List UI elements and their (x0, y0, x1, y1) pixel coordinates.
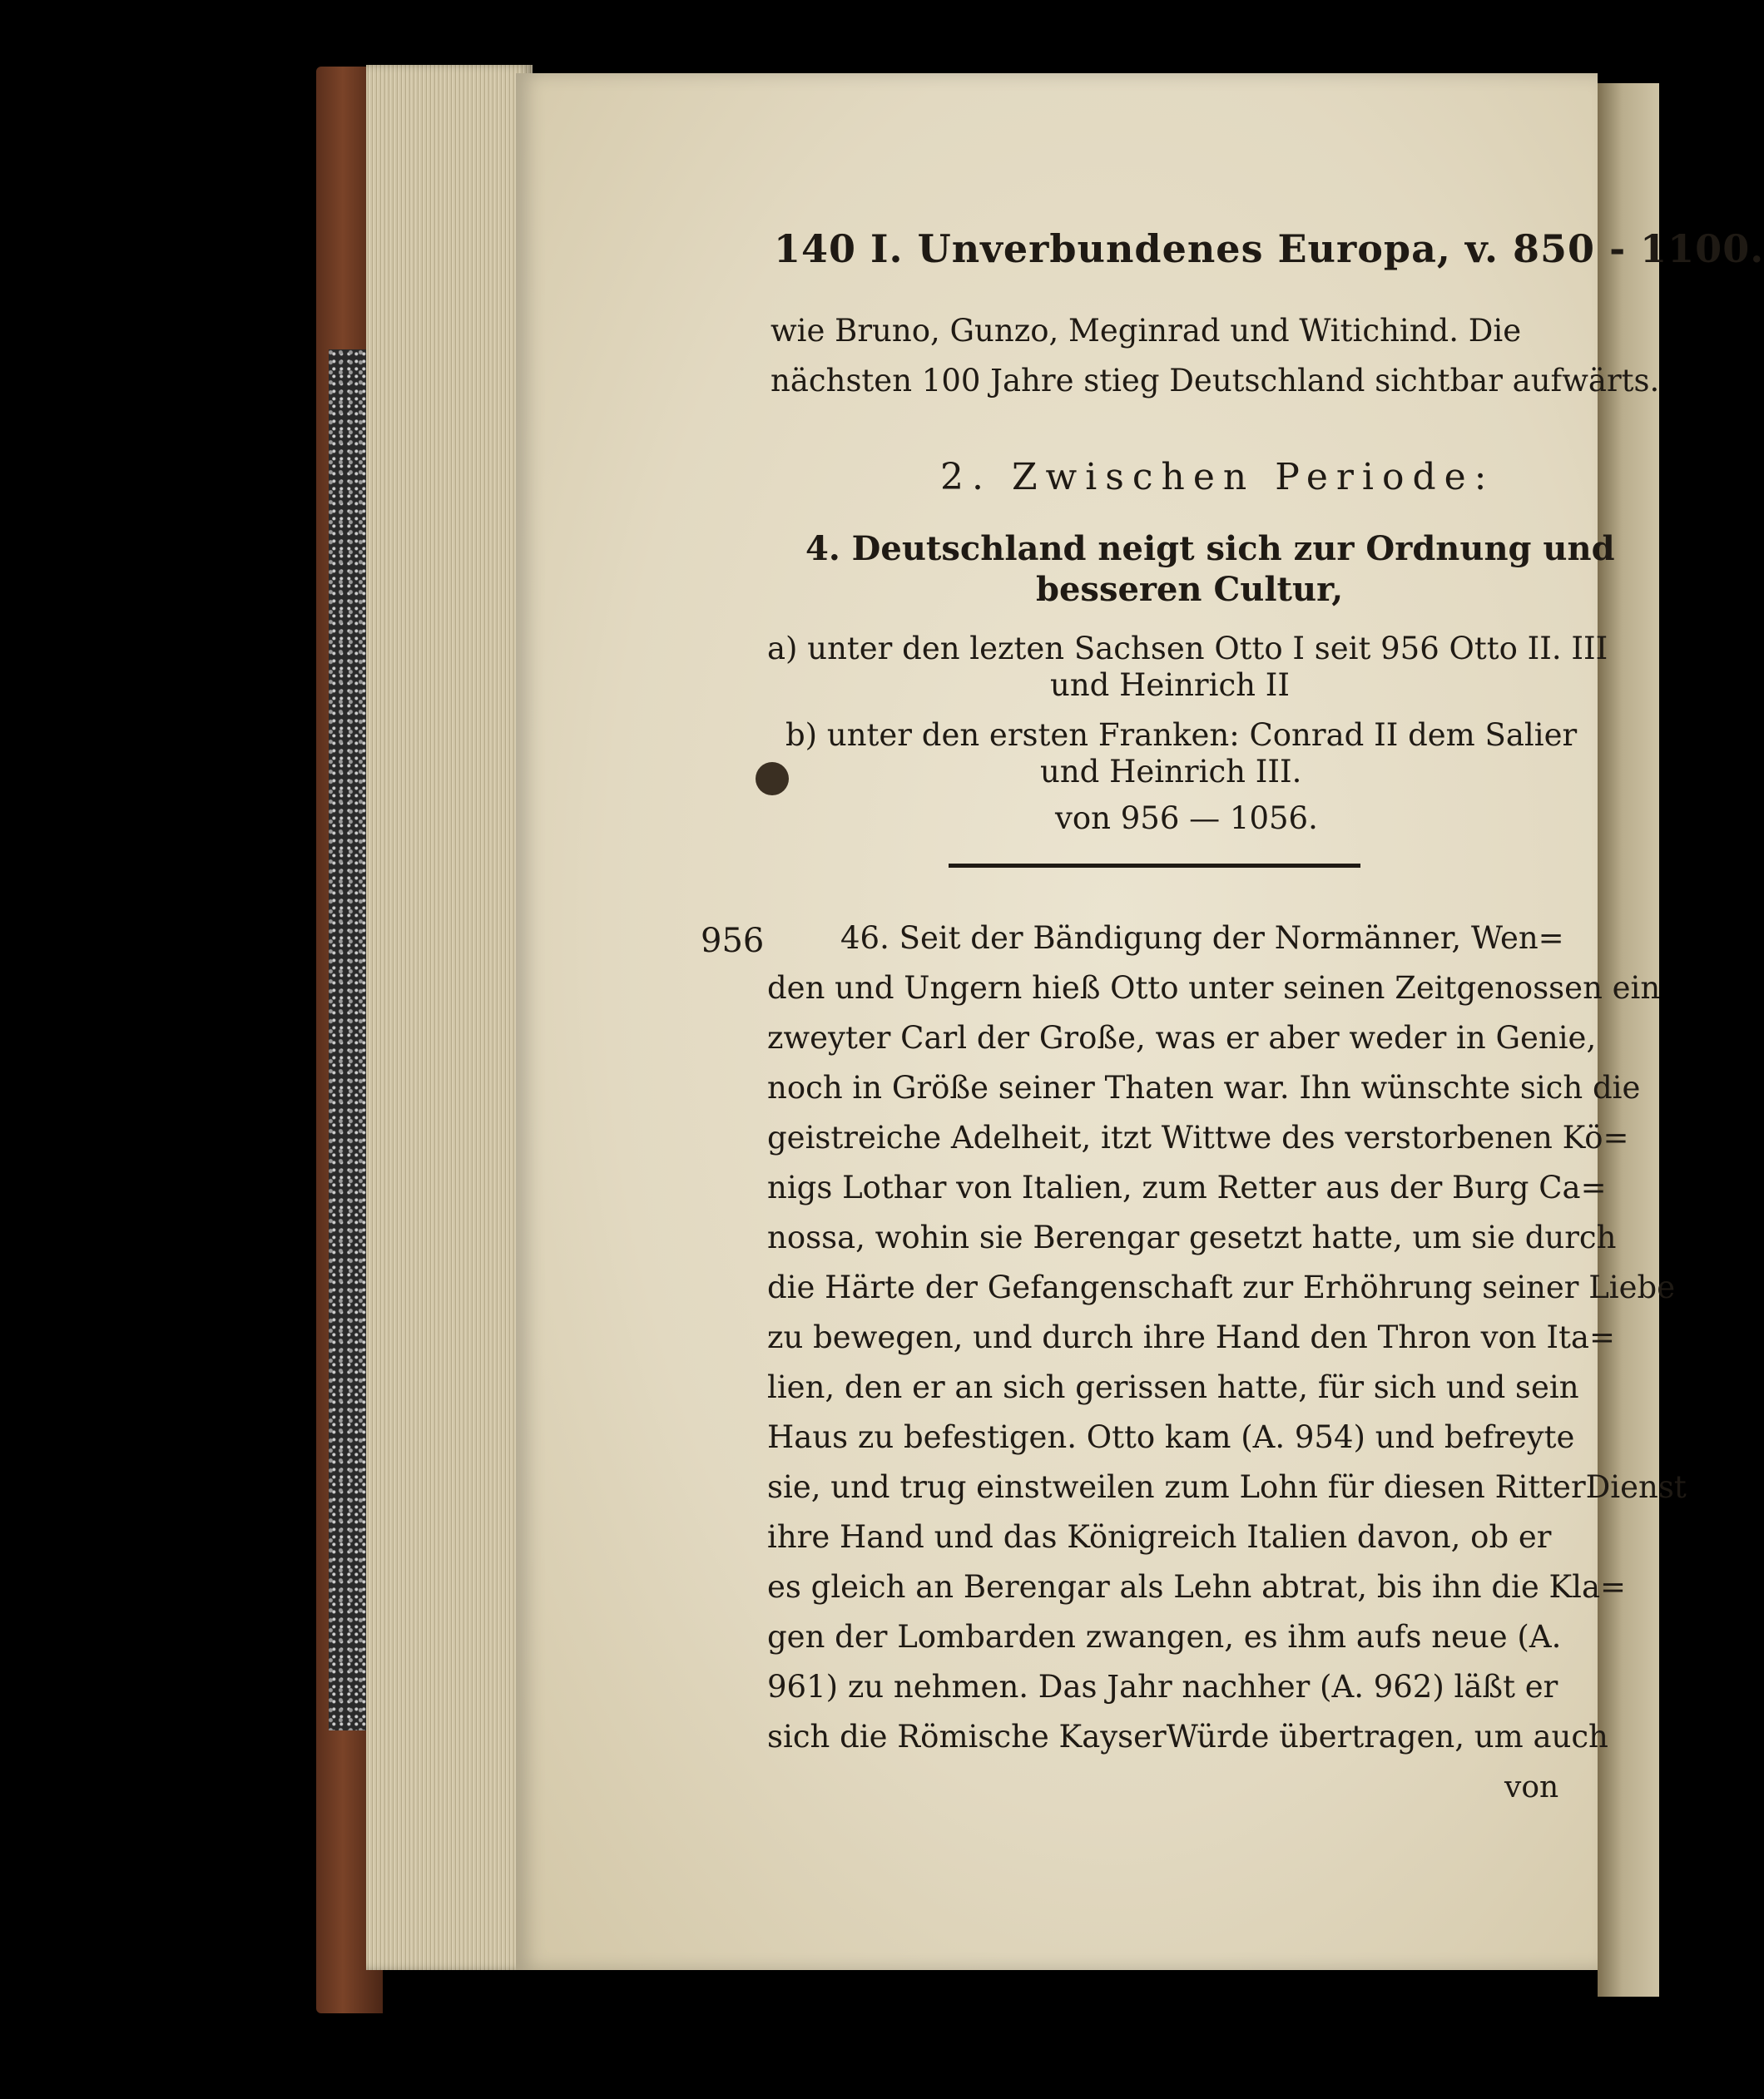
paragraph-line: nigs Lothar von Italien, zum Retter aus der Burg Ca= (767, 1170, 1607, 1205)
paragraph-line: ihre Hand und das Königreich Italien davon, ob er (767, 1519, 1552, 1555)
section-rule (949, 864, 1360, 868)
paragraph-line: sie, und trug einstweilen zum Lohn für diesen RitterDienst (767, 1469, 1687, 1505)
item-a-line: a) unter den lezten Sachsen Otto I seit 956 Otto II. III (767, 631, 1608, 666)
ink-stain (756, 762, 789, 795)
section-heading: 2. Zwischen Periode: (940, 456, 1495, 498)
paragraph-line: nossa, wohin sie Berengar gesetzt hatte, um sie durch (767, 1220, 1617, 1255)
subheading-line: besseren Cultur, (1036, 570, 1344, 609)
paragraph-line: lien, den er an sich gerissen hatte, für sich und sein (767, 1369, 1579, 1405)
paragraph-line: die Härte der Gefangenschaft zur Erhöhrung seiner Liebe (767, 1270, 1676, 1305)
page-edges (366, 65, 533, 1970)
margin-year: 956 (701, 922, 765, 960)
paragraph-line: es gleich an Berengar als Lehn abtrat, bis ihn die Kla= (767, 1569, 1627, 1605)
item-b-line: und Heinrich III. (1040, 754, 1302, 790)
paragraph-line: geistreiche Adelheit, itzt Wittwe des verstorbenen Kö= (767, 1120, 1629, 1156)
intro-line: wie Bruno, Gunzo, Meginrad und Witichind. Die (771, 313, 1522, 349)
item-b-line: b) unter den ersten Franken: Conrad II dem Salier (785, 717, 1578, 753)
paragraph-line: zweyter Carl der Große, was er aber weder in Genie, (767, 1020, 1597, 1056)
date-range: von 956 — 1056. (1055, 800, 1318, 836)
item-a-line: und Heinrich II (1050, 667, 1290, 703)
paragraph-line: Haus zu befestigen. Otto kam (A. 954) und befreyte (767, 1419, 1575, 1455)
catchword: von (1504, 1770, 1559, 1804)
paragraph-line: sich die Römische KayserWürde übertragen, um auch (767, 1719, 1608, 1755)
subheading-line: 4. Deutschland neigt sich zur Ordnung und (805, 529, 1615, 568)
paragraph-line: zu bewegen, und durch ihre Hand den Thron von Ita= (767, 1319, 1615, 1355)
paragraph-line: noch in Größe seiner Thaten war. Ihn wünschte sich die (767, 1070, 1641, 1106)
intro-line: nächsten 100 Jahre stieg Deutschland sichtbar aufwärts. (771, 363, 1660, 399)
running-header: 140 I. Unverbundenes Europa, v. 850 - 1100. (774, 226, 1764, 271)
paragraph-line: den und Ungern hieß Otto unter seinen Zeitgenossen ein (767, 970, 1661, 1006)
paragraph-line: 46. Seit der Bändigung der Normänner, Wen= (840, 920, 1564, 956)
paragraph-line: 961) zu nehmen. Das Jahr nachher (A. 962) läßt er (767, 1669, 1558, 1705)
paragraph-line: gen der Lombarden zwangen, es ihm aufs neue (A. (767, 1619, 1562, 1655)
